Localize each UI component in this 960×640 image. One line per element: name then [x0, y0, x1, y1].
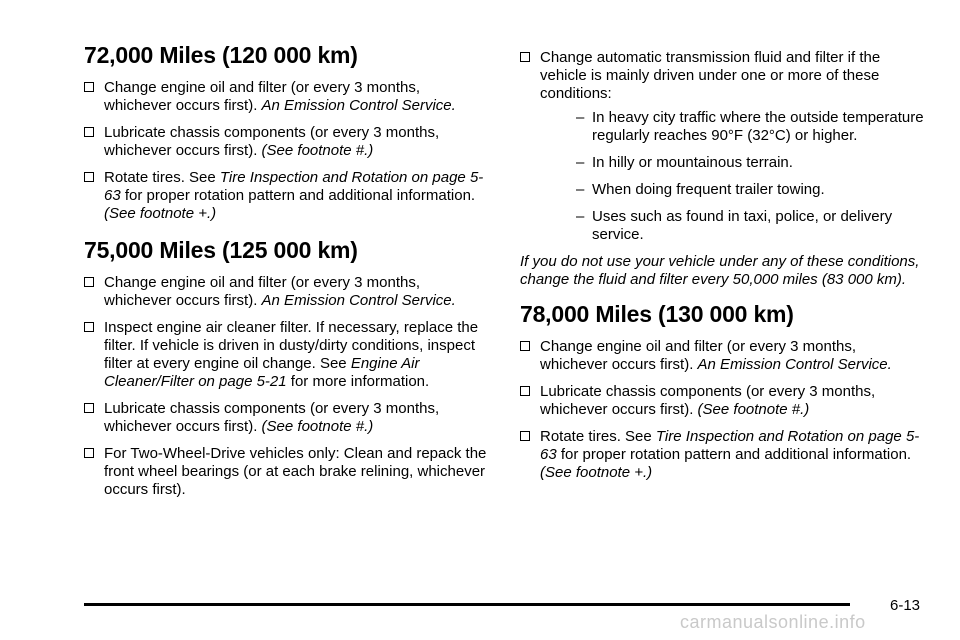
watermark: carmanualsonline.info	[680, 612, 866, 632]
checklist-item: Inspect engine air cleaner filter. If necessary, replace the filter. If vehicle is driven in dusty/dirty conditions, inspect filter at every engine oil change. See Engine Air Cleaner/Filter on page 5-21 for more information.	[84, 319, 490, 391]
checkbox-icon	[520, 386, 530, 396]
dash-bullet-icon: –	[576, 154, 585, 171]
checklist-item: Lubricate chassis components (or every 3 months, whichever occurs first). (See footnote #.)	[84, 124, 490, 160]
section-heading-72000: 72,000 Miles (120 000 km)	[84, 42, 358, 68]
condition-item: – When doing frequent trailer towing.	[576, 181, 825, 198]
dash-bullet-icon: –	[576, 208, 585, 225]
conditions-list	[520, 109, 926, 244]
footer-rule	[84, 603, 850, 606]
fluid-change-note: If you do not use your vehicle under any of these conditions, change the fluid and filter every 50,000 miles (83 000 km).	[520, 253, 920, 288]
section-heading-75000: 75,000 Miles (125 000 km)	[84, 237, 358, 263]
condition-item: – In heavy city traffic where the outside temperature regularly reaches 90°F (32°C) or higher.	[576, 109, 924, 144]
checklist-item: Rotate tires. See Tire Inspection and Rotation on page 5-63 for proper rotation pattern and additional information. (See footnote +.)	[84, 169, 490, 223]
checkbox-icon	[520, 341, 530, 351]
checklist-item: Change engine oil and filter (or every 3 months, whichever occurs first). An Emission Control Service.	[84, 79, 490, 115]
checkbox-icon	[520, 52, 530, 62]
checkbox-icon	[84, 82, 94, 92]
checkbox-icon	[84, 403, 94, 413]
checkbox-icon	[84, 277, 94, 287]
condition-item: – In hilly or mountainous terrain.	[576, 154, 793, 171]
checkbox-icon	[84, 322, 94, 332]
checklist-item: Change automatic transmission fluid and filter if the vehicle is mainly driven under one or more of these conditions: – In heavy city traffic where the outside temperature regularly reaches 90°F (32°C) or higher. – In hilly or mountainous terrain. – When doing frequent trailer towing. – Uses such as found in taxi, police, or delivery service.	[520, 49, 926, 244]
cross-reference-link[interactable]: Tire Inspection and Rotation on page 5-63	[540, 428, 920, 463]
checklist-item: Rotate tires. See Tire Inspection and Rotation on page 5-63 for proper rotation pattern and additional information. (See footnote +.)	[520, 428, 926, 482]
checklist-item: Lubricate chassis components (or every 3 months, whichever occurs first). (See footnote #.)	[520, 383, 926, 419]
dash-bullet-icon: –	[576, 181, 585, 198]
page-number: 6-13	[890, 597, 921, 614]
condition-item: – Uses such as found in taxi, police, or delivery service.	[576, 208, 893, 243]
checklist-item: Change engine oil and filter (or every 3 months, whichever occurs first). An Emission Control Service.	[520, 338, 926, 374]
section-heading-78000: 78,000 Miles (130 000 km)	[520, 301, 794, 327]
cross-reference-link[interactable]: Tire Inspection and Rotation on page 5-63	[104, 169, 484, 204]
checklist-item: Lubricate chassis components (or every 3 months, whichever occurs first). (See footnote #.)	[84, 400, 490, 436]
cross-reference-link[interactable]: Engine Air Cleaner/Filter on page 5-21	[104, 355, 420, 390]
dash-bullet-icon: –	[576, 109, 585, 126]
checklist-item: For Two-Wheel-Drive vehicles only: Clean and repack the front wheel bearings (or at each brake relining, whichever occurs first).	[84, 445, 490, 499]
checkbox-icon	[520, 431, 530, 441]
left-column	[84, 42, 490, 508]
checkbox-icon	[84, 172, 94, 182]
checkbox-icon	[84, 127, 94, 137]
checklist-item: Change engine oil and filter (or every 3 months, whichever occurs first). An Emission Control Service.	[84, 274, 490, 310]
right-column	[520, 49, 926, 491]
checkbox-icon	[84, 448, 94, 458]
